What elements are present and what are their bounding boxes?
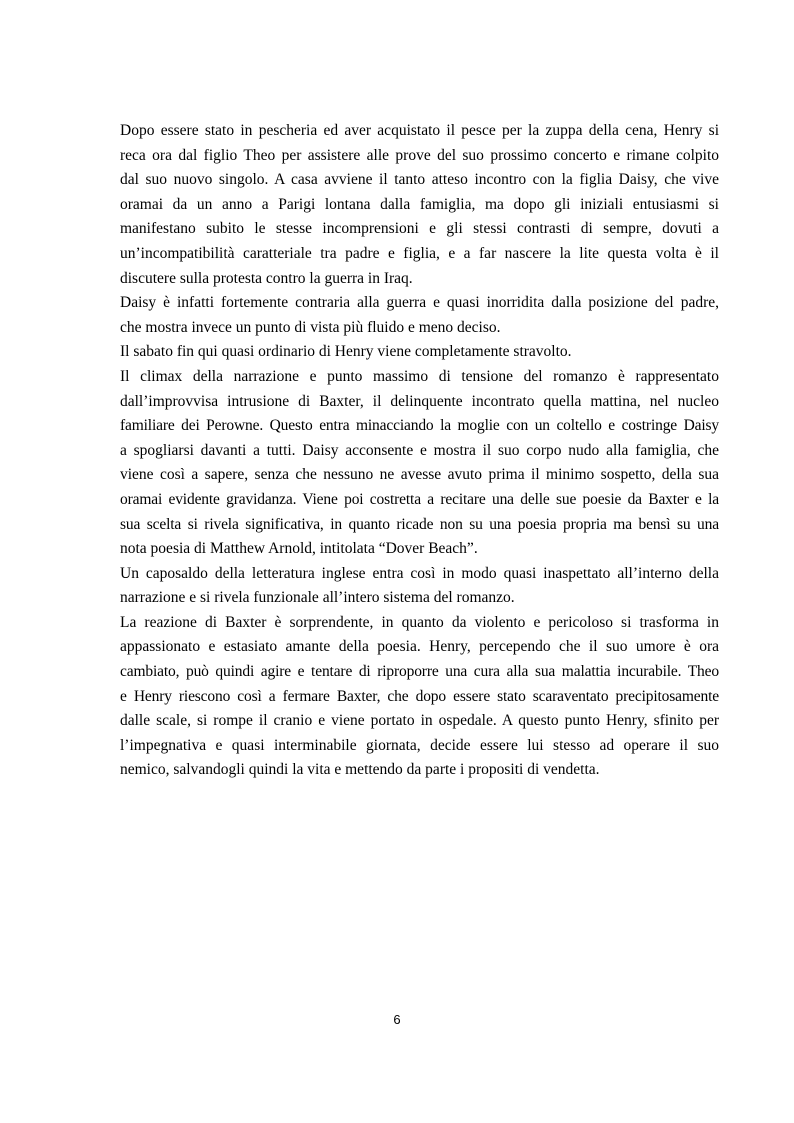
- text-line: La reazione di Baxter è sorprendente, in quanto da violento e pericoloso si trasforma in: [120, 613, 719, 631]
- text-line: dal suo nuovo singolo. A casa avviene il tanto atteso incontro con la figlia Daisy, che vive: [120, 171, 719, 189]
- text-line: nemico, salvandogli quindi la vita e mettendo da parte i propositi di vendetta.: [120, 761, 600, 779]
- text-line: familiare dei Perowne. Questo entra minacciando la moglie con un coltello e costringe Daisy: [120, 417, 719, 435]
- text-line: oramai da un anno a Parigi lontana dalla famiglia, ma dopo gli iniziali entusiasmi si: [120, 195, 719, 213]
- text-line: cambiato, può quindi agire e tentare di riproporre una cura alla sua malattia incurabile. Theo: [120, 663, 719, 681]
- text-line: un’incompatibilità caratteriale tra padre e figlia, e a far nascere la lite questa volta è il: [120, 244, 719, 262]
- text-line: discutere sulla protesta contro la guerra in Iraq.: [120, 269, 413, 287]
- text-line: Dopo essere stato in pescheria ed aver acquistato il pesce per la zuppa della cena, Henry si: [120, 122, 719, 139]
- text-line: narrazione e si rivela funzionale all’intero sistema del romanzo.: [120, 589, 515, 607]
- text-line: nota poesia di Matthew Arnold, intitolata “Dover Beach”.: [120, 540, 478, 558]
- text-line: l’impegnativa e quasi interminabile giornata, decide essere lui stesso ad operare il suo: [120, 736, 719, 754]
- text-line: Daisy è infatti fortemente contraria alla guerra e quasi inorridita dalla posizione del padre,: [120, 294, 719, 312]
- text-line: Il sabato fin qui quasi ordinario di Henry viene completamente stravolto.: [120, 343, 572, 361]
- text-line: a spogliarsi davanti a tutti. Daisy acconsente e mostra il suo corpo nudo alla famiglia, che: [120, 441, 719, 459]
- text-line: che mostra invece un punto di vista più fluido e meno deciso.: [120, 318, 501, 336]
- body-text: [120, 119, 719, 783]
- text-line: reca ora dal figlio Theo per assistere alle prove del suo prossimo concerto e rimane colpito: [120, 146, 719, 164]
- text-line: sua scelta si rivela significativa, in quanto ricade non su una poesia propria ma bensì su una: [120, 515, 719, 533]
- text-line: appassionato e estasiato amante della poesia. Henry, percependo che il suo umore è ora: [120, 638, 719, 656]
- text-line: Un caposaldo della letteratura inglese entra così in modo quasi inaspettato all’interno della: [120, 564, 719, 582]
- text-line: dall’improvvisa intrusione di Baxter, il delinquente incontrato quella mattina, nel nucleo: [120, 392, 719, 410]
- page-number: 6: [393, 1012, 401, 1027]
- text-line: manifestano subito le stesse incomprensioni e gli stessi contrasti di sempre, dovuti a: [120, 220, 719, 238]
- text-line: viene così a sapere, senza che nessuno ne avesse avuto prima il minimo sospetto, della sua: [120, 466, 719, 484]
- text-line: oramai evidente gravidanza. Viene poi costretta a recitare una delle sue poesie da Baxter e la: [120, 490, 719, 508]
- text-line: dalle scale, si rompe il cranio e viene portato in ospedale. A questo punto Henry, sfinito per: [120, 712, 719, 730]
- text-line: e Henry riescono così a fermare Baxter, che dopo essere stato scaraventato precipitosamente: [120, 687, 719, 705]
- text-line: Il climax della narrazione e punto massimo di tensione del romanzo è rappresentato: [120, 367, 719, 385]
